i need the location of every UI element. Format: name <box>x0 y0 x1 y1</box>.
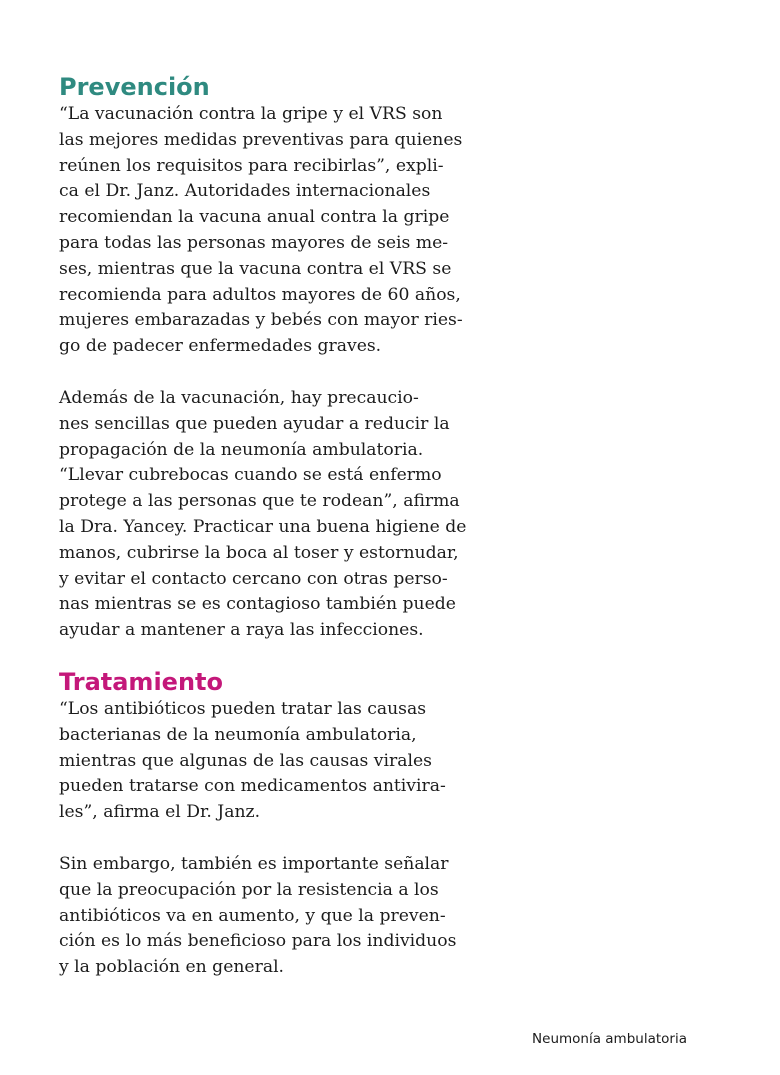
treatment-paragraph-1 <box>59 697 539 826</box>
treatment-heading: Tratamiento <box>59 668 223 696</box>
text-line: Sin embargo, también es importante señalar <box>59 854 449 874</box>
text-line: la Dra. Yancey. Practicar una buena higiene de <box>59 516 467 537</box>
prevention-heading: Prevención <box>59 73 210 101</box>
page-footer: Neumonía ambulatoria <box>532 1031 687 1047</box>
text-line: nas mientras se es contagioso también puede <box>59 594 456 615</box>
text-line: para todas las personas mayores de seis me- <box>59 232 449 253</box>
text-line: mientras que algunas de las causas virales <box>59 750 432 771</box>
text-line: protege a las personas que te rodean”, afirma <box>59 491 460 512</box>
text-line: ción es lo más beneficioso para los individuos <box>59 931 457 952</box>
text-line: y evitar el contacto cercano con otras perso- <box>59 568 448 589</box>
text-line: “La vacunación contra la gripe y el VRS son <box>59 104 443 124</box>
text-line: ses, mientras que la vacuna contra el VRS se <box>59 258 452 279</box>
text-line: que la preocupación por la resistencia a los <box>59 879 439 900</box>
text-line: propagación de la neumonía ambulatoria. <box>59 439 424 460</box>
text-line: bacterianas de la neumonía ambulatoria, <box>59 724 417 745</box>
text-line: les”, afirma el Dr. Janz. <box>59 802 261 823</box>
text-line: y la población en general. <box>59 957 285 978</box>
text-line: recomienda para adultos mayores de 60 años, <box>59 284 461 305</box>
text-line: nes sencillas que pueden ayudar a reducir la <box>59 413 450 434</box>
text-line: “Los antibióticos pueden tratar las causas <box>59 699 427 719</box>
text-line: “Llevar cubrebocas cuando se está enfermo <box>59 465 442 486</box>
prevention-paragraph-1 <box>59 102 539 360</box>
text-line: las mejores medidas preventivas para quienes <box>59 129 463 150</box>
text-line: ca el Dr. Janz. Autoridades internacionales <box>59 181 431 202</box>
text-line: Además de la vacunación, hay precaucio- <box>59 388 419 408</box>
treatment-paragraph-2 <box>59 852 539 981</box>
text-line: antibióticos va en aumento, y que la preven- <box>59 905 446 926</box>
prevention-paragraph-2 <box>59 386 539 644</box>
text-line: pueden tratarse con medicamentos antivira- <box>59 776 446 797</box>
text-line: go de padecer enfermedades graves. <box>59 336 382 357</box>
text-line: recomiendan la vacuna anual contra la gripe <box>59 207 450 228</box>
text-line: ayudar a mantener a raya las infecciones. <box>59 620 424 641</box>
text-line: reúnen los requisitos para recibirlas”, expli- <box>59 155 444 176</box>
text-line: manos, cubrirse la boca al toser y estornudar, <box>59 542 459 563</box>
text-line: mujeres embarazadas y bebés con mayor ries- <box>59 310 463 331</box>
